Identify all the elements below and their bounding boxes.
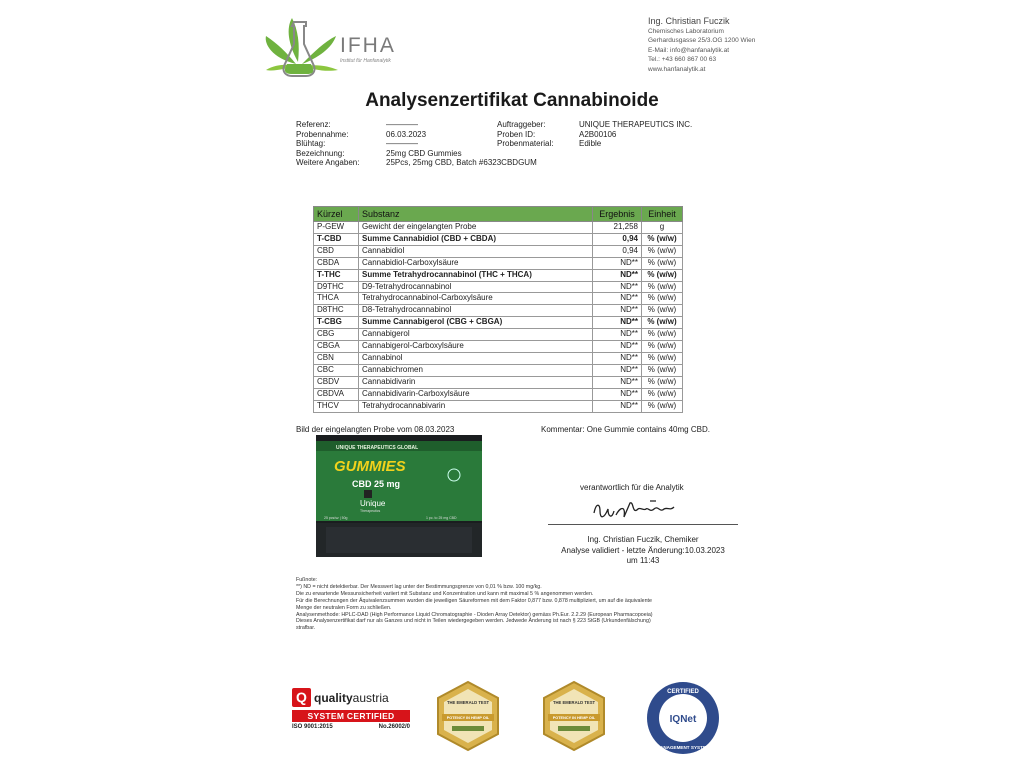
table-header-row — [314, 207, 683, 222]
meta-label: Blühtag: — [296, 139, 326, 149]
logo-wordmark: IFHA — [340, 34, 396, 57]
col-header-substanz: Substanz — [359, 207, 593, 222]
cell-substanz: D9-Tetrahydrocannabinol — [359, 281, 593, 293]
meta-value: ———— — [386, 139, 418, 149]
cell-einheit: % (w/w) — [642, 341, 683, 353]
meta-value: UNIQUE THERAPEUTICS INC. — [579, 120, 693, 129]
signer-name: Ing. Christian Fuczik, Chemiker — [587, 535, 699, 544]
cell-substanz: Summe Cannabidiol (CBD + CBDA) — [359, 233, 593, 245]
cell-kuerzel: CBN — [314, 352, 359, 364]
table-row — [314, 257, 683, 269]
photo-maker-sub: Therapeutics — [360, 509, 381, 513]
cell-einheit: % (w/w) — [642, 400, 683, 412]
table-row — [314, 293, 683, 305]
lab-address — [648, 15, 755, 74]
cell-ergebnis: ND** — [593, 293, 642, 305]
cell-kuerzel: CBD — [314, 245, 359, 257]
cell-substanz: Cannabidivarin — [359, 376, 593, 388]
table-row — [314, 305, 683, 317]
meta-row — [497, 120, 692, 130]
meta-value: Edible — [579, 139, 602, 149]
cell-einheit: % (w/w) — [642, 245, 683, 257]
table-row — [314, 245, 683, 257]
cell-kuerzel: CBDV — [314, 376, 359, 388]
iqnet-bottom-text: MANAGEMENT SYSTEM — [656, 745, 710, 750]
photo-maker: Unique — [360, 499, 386, 508]
cell-einheit: g — [642, 222, 683, 234]
iqnet-name: IQNet — [669, 714, 697, 725]
badge-title: THE EMERALD TEST — [552, 700, 596, 705]
cell-einheit: % (w/w) — [642, 233, 683, 245]
cell-einheit: % (w/w) — [642, 329, 683, 341]
col-header-kuerzel: Kürzel — [314, 207, 359, 222]
lab-name: Ing. Christian Fuczik — [648, 16, 730, 26]
lab-line: Gerhardusgasse 25/3.OG 1200 Wien — [648, 37, 756, 45]
meta-value: A2B00106 — [579, 129, 617, 139]
table-row — [314, 352, 683, 364]
cell-ergebnis: 0,94 — [593, 233, 642, 245]
col-header-einheit: Einheit — [642, 207, 683, 222]
cell-substanz: Tetrahydrocannabinol-Carboxylsäure — [359, 293, 593, 305]
emerald-test-badge-icon — [432, 680, 504, 752]
signature — [590, 495, 690, 525]
cert-number: No.26002/0 — [378, 724, 410, 730]
signer-block — [548, 535, 738, 567]
cell-kuerzel: P-GEW — [314, 222, 359, 234]
photo-brand: UNIQUE THERAPEUTICS GLOBAL — [336, 445, 419, 451]
cell-ergebnis: ND** — [593, 352, 642, 364]
meta-value: ———— — [386, 120, 418, 129]
footnote — [296, 577, 756, 632]
footnote-line: strafbar. — [296, 625, 316, 632]
table-row — [314, 341, 683, 353]
table-row — [314, 269, 683, 281]
meta-label: Auftraggeber: — [497, 120, 546, 129]
col-header-ergebnis: Ergebnis — [593, 207, 642, 222]
cell-kuerzel: CBDA — [314, 257, 359, 269]
footnote-line: Die zu erwartende Messunsicherheit variiert mit Substanz und Konzentration und kann mit maximal 5 % angenommen werden. — [296, 590, 594, 597]
cell-ergebnis: 0,94 — [593, 245, 642, 257]
comment: Kommentar: One Gummie contains 40mg CBD. — [541, 425, 710, 434]
footnote-heading: Fußnote: — [296, 577, 318, 583]
cell-substanz: D8-Tetrahydrocannabinol — [359, 305, 593, 317]
cell-kuerzel: T-CBG — [314, 317, 359, 329]
results-table — [313, 206, 683, 413]
iqnet-top-text: CERTIFIED — [667, 689, 699, 695]
table-row — [314, 281, 683, 293]
cell-ergebnis: ND** — [593, 269, 642, 281]
cell-substanz: Cannabinol — [359, 352, 593, 364]
meta-row — [296, 158, 537, 168]
cell-kuerzel: T-CBD — [314, 233, 359, 245]
leaf-icon — [364, 490, 372, 498]
meta-label: Bezeichnung: — [296, 148, 345, 158]
table-row — [314, 317, 683, 329]
cell-einheit: % (w/w) — [642, 364, 683, 376]
meta-row — [497, 139, 692, 149]
cell-substanz: Cannabichromen — [359, 364, 593, 376]
meta-label: Probennahme: — [296, 129, 349, 139]
photo-per: 1 pc. to 25 mg CBD — [426, 516, 457, 520]
validation-date: Analyse validiert - letzte Änderung:10.03.2023 — [561, 545, 725, 555]
table-row — [314, 376, 683, 388]
cell-kuerzel: CBGA — [314, 341, 359, 353]
quality-austria-logo — [292, 688, 410, 742]
meta-label: Proben ID: — [497, 129, 536, 139]
lab-phone: Tel.: +43 660 867 00 63 — [648, 56, 717, 64]
cell-substanz: Cannabidivarin-Carboxylsäure — [359, 388, 593, 400]
image-caption: Bild der eingelangten Probe vom 08.03.2023 — [296, 425, 455, 434]
cell-kuerzel: CBC — [314, 364, 359, 376]
cell-einheit: % (w/w) — [642, 317, 683, 329]
cell-kuerzel: T-THC — [314, 269, 359, 281]
iqnet-seal-icon — [645, 680, 721, 756]
cell-substanz: Cannabidiol-Carboxylsäure — [359, 257, 593, 269]
cell-kuerzel: THCA — [314, 293, 359, 305]
system-certified-bar: SYSTEM CERTIFIED — [292, 710, 410, 722]
footnote-line: Analysenmethode: HPLC-DAD (High Performance Liquid Chromatographie - Dioden Array Detektor) gemäss Ph.Eur. 2.2.29 (European Pharmacopoeia) — [296, 611, 653, 618]
cell-einheit: % (w/w) — [642, 352, 683, 364]
lab-website: www.hanfanalytik.at — [648, 65, 706, 73]
cell-ergebnis: ND** — [593, 329, 642, 341]
cell-kuerzel: D9THC — [314, 281, 359, 293]
cell-substanz: Summe Cannabigerol (CBG + CBGA) — [359, 317, 593, 329]
cell-einheit: % (w/w) — [642, 305, 683, 317]
cell-ergebnis: ND** — [593, 364, 642, 376]
cell-einheit: % (w/w) — [642, 257, 683, 269]
footnote-line: Dieses Analysenzertifikat darf nur als Ganzes und nicht in Teilen wiedergegeben werden. Jedwede Änderung ist nach § 223 StGB (Urkundenfälschung) — [296, 618, 651, 625]
cell-substanz: Tetrahydrocannabivarin — [359, 400, 593, 412]
flask-icon — [283, 22, 314, 76]
cell-ergebnis: ND** — [593, 400, 642, 412]
cell-einheit: % (w/w) — [642, 376, 683, 388]
cannabis-leaf-icon — [266, 18, 338, 71]
cell-ergebnis: 21,258 — [593, 222, 642, 234]
quality-austria-q-icon: Q — [292, 688, 311, 707]
table-row — [314, 222, 683, 234]
badge-title: THE EMERALD TEST — [446, 700, 490, 705]
footnote-line: Für die Berechnungen der Äquivalenzsummen wurden die jeweiligen Säureformen mit dem Faktor 0,877 bzw. 0,878 multipliziert, um auf die äquivalente — [296, 597, 652, 604]
validation-time: um 11:43 — [626, 556, 660, 565]
iso-standard: ISO 9001:2015 — [292, 724, 333, 730]
photo-title: GUMMIES — [334, 458, 406, 475]
meta-label: Probenmaterial: — [497, 139, 554, 149]
table-body — [314, 222, 683, 413]
cell-ergebnis: ND** — [593, 257, 642, 269]
cell-kuerzel: THCV — [314, 400, 359, 412]
cell-einheit: % (w/w) — [642, 281, 683, 293]
meta-row — [296, 149, 537, 159]
table-row — [314, 329, 683, 341]
signature-line — [548, 524, 738, 525]
responsible-label: verantwortlich für die Analytik — [580, 483, 684, 492]
badge-label: POTENCY IN HEMP OIL — [552, 716, 596, 720]
photo-count: 25 pcs/sz | 50g — [324, 516, 348, 520]
cell-ergebnis: ND** — [593, 305, 642, 317]
meta-label: Referenz: — [296, 120, 331, 129]
badge-label: POTENCY IN HEMP OIL — [446, 716, 490, 720]
logo-subtitle: Institut für Hanfanalytik — [340, 58, 391, 64]
cell-ergebnis: ND** — [593, 341, 642, 353]
emerald-test-badge-icon — [538, 680, 610, 752]
cell-ergebnis: ND** — [593, 317, 642, 329]
lab-email: E-Mail: info@hanfanalytik.at — [648, 46, 730, 54]
table-row — [314, 233, 683, 245]
cell-ergebnis: ND** — [593, 281, 642, 293]
page-title: Analysenzertifikat Cannabinoide — [365, 90, 659, 111]
cell-kuerzel: CBG — [314, 329, 359, 341]
cell-substanz: Cannabidiol — [359, 245, 593, 257]
footnote-line: **) ND = nicht detektierbar. Der Messwert lag unter der Bestimmungsgrenze von 0,01 % bzw. 100 mg/kg. — [296, 583, 542, 590]
cell-kuerzel: D8THC — [314, 305, 359, 317]
photo-dose: CBD 25 mg — [352, 479, 401, 489]
cell-ergebnis: ND** — [593, 388, 642, 400]
cell-kuerzel: CBDVA — [314, 388, 359, 400]
table-row — [314, 400, 683, 412]
meta-value: 25mg CBD Gummies — [386, 148, 462, 158]
meta-value: 25Pcs, 25mg CBD, Batch #6323CBDGUM — [386, 158, 537, 168]
cell-ergebnis: ND** — [593, 376, 642, 388]
cell-einheit: % (w/w) — [642, 269, 683, 281]
meta-value: 06.03.2023 — [386, 129, 427, 139]
meta-label: Weitere Angaben: — [296, 158, 360, 168]
lab-line: Chemisches Laboratorium — [648, 28, 724, 35]
sample-photo — [316, 435, 482, 557]
table-row — [314, 388, 683, 400]
cell-substanz: Gewicht der eingelangten Probe — [359, 222, 593, 234]
cell-substanz: Cannabigerol — [359, 329, 593, 341]
cell-substanz: Cannabigerol-Carboxylsäure — [359, 341, 593, 353]
cell-substanz: Summe Tetrahydrocannabinol (THC + THCA) — [359, 269, 593, 281]
quality-austria-name: qualityaustria — [314, 690, 389, 705]
footnote-line: Menge der neutralen Form zu schließen. — [296, 604, 392, 611]
cell-einheit: % (w/w) — [642, 388, 683, 400]
cell-einheit: % (w/w) — [642, 293, 683, 305]
table-row — [314, 364, 683, 376]
meta-row — [497, 130, 692, 140]
sample-meta-right — [497, 120, 692, 149]
